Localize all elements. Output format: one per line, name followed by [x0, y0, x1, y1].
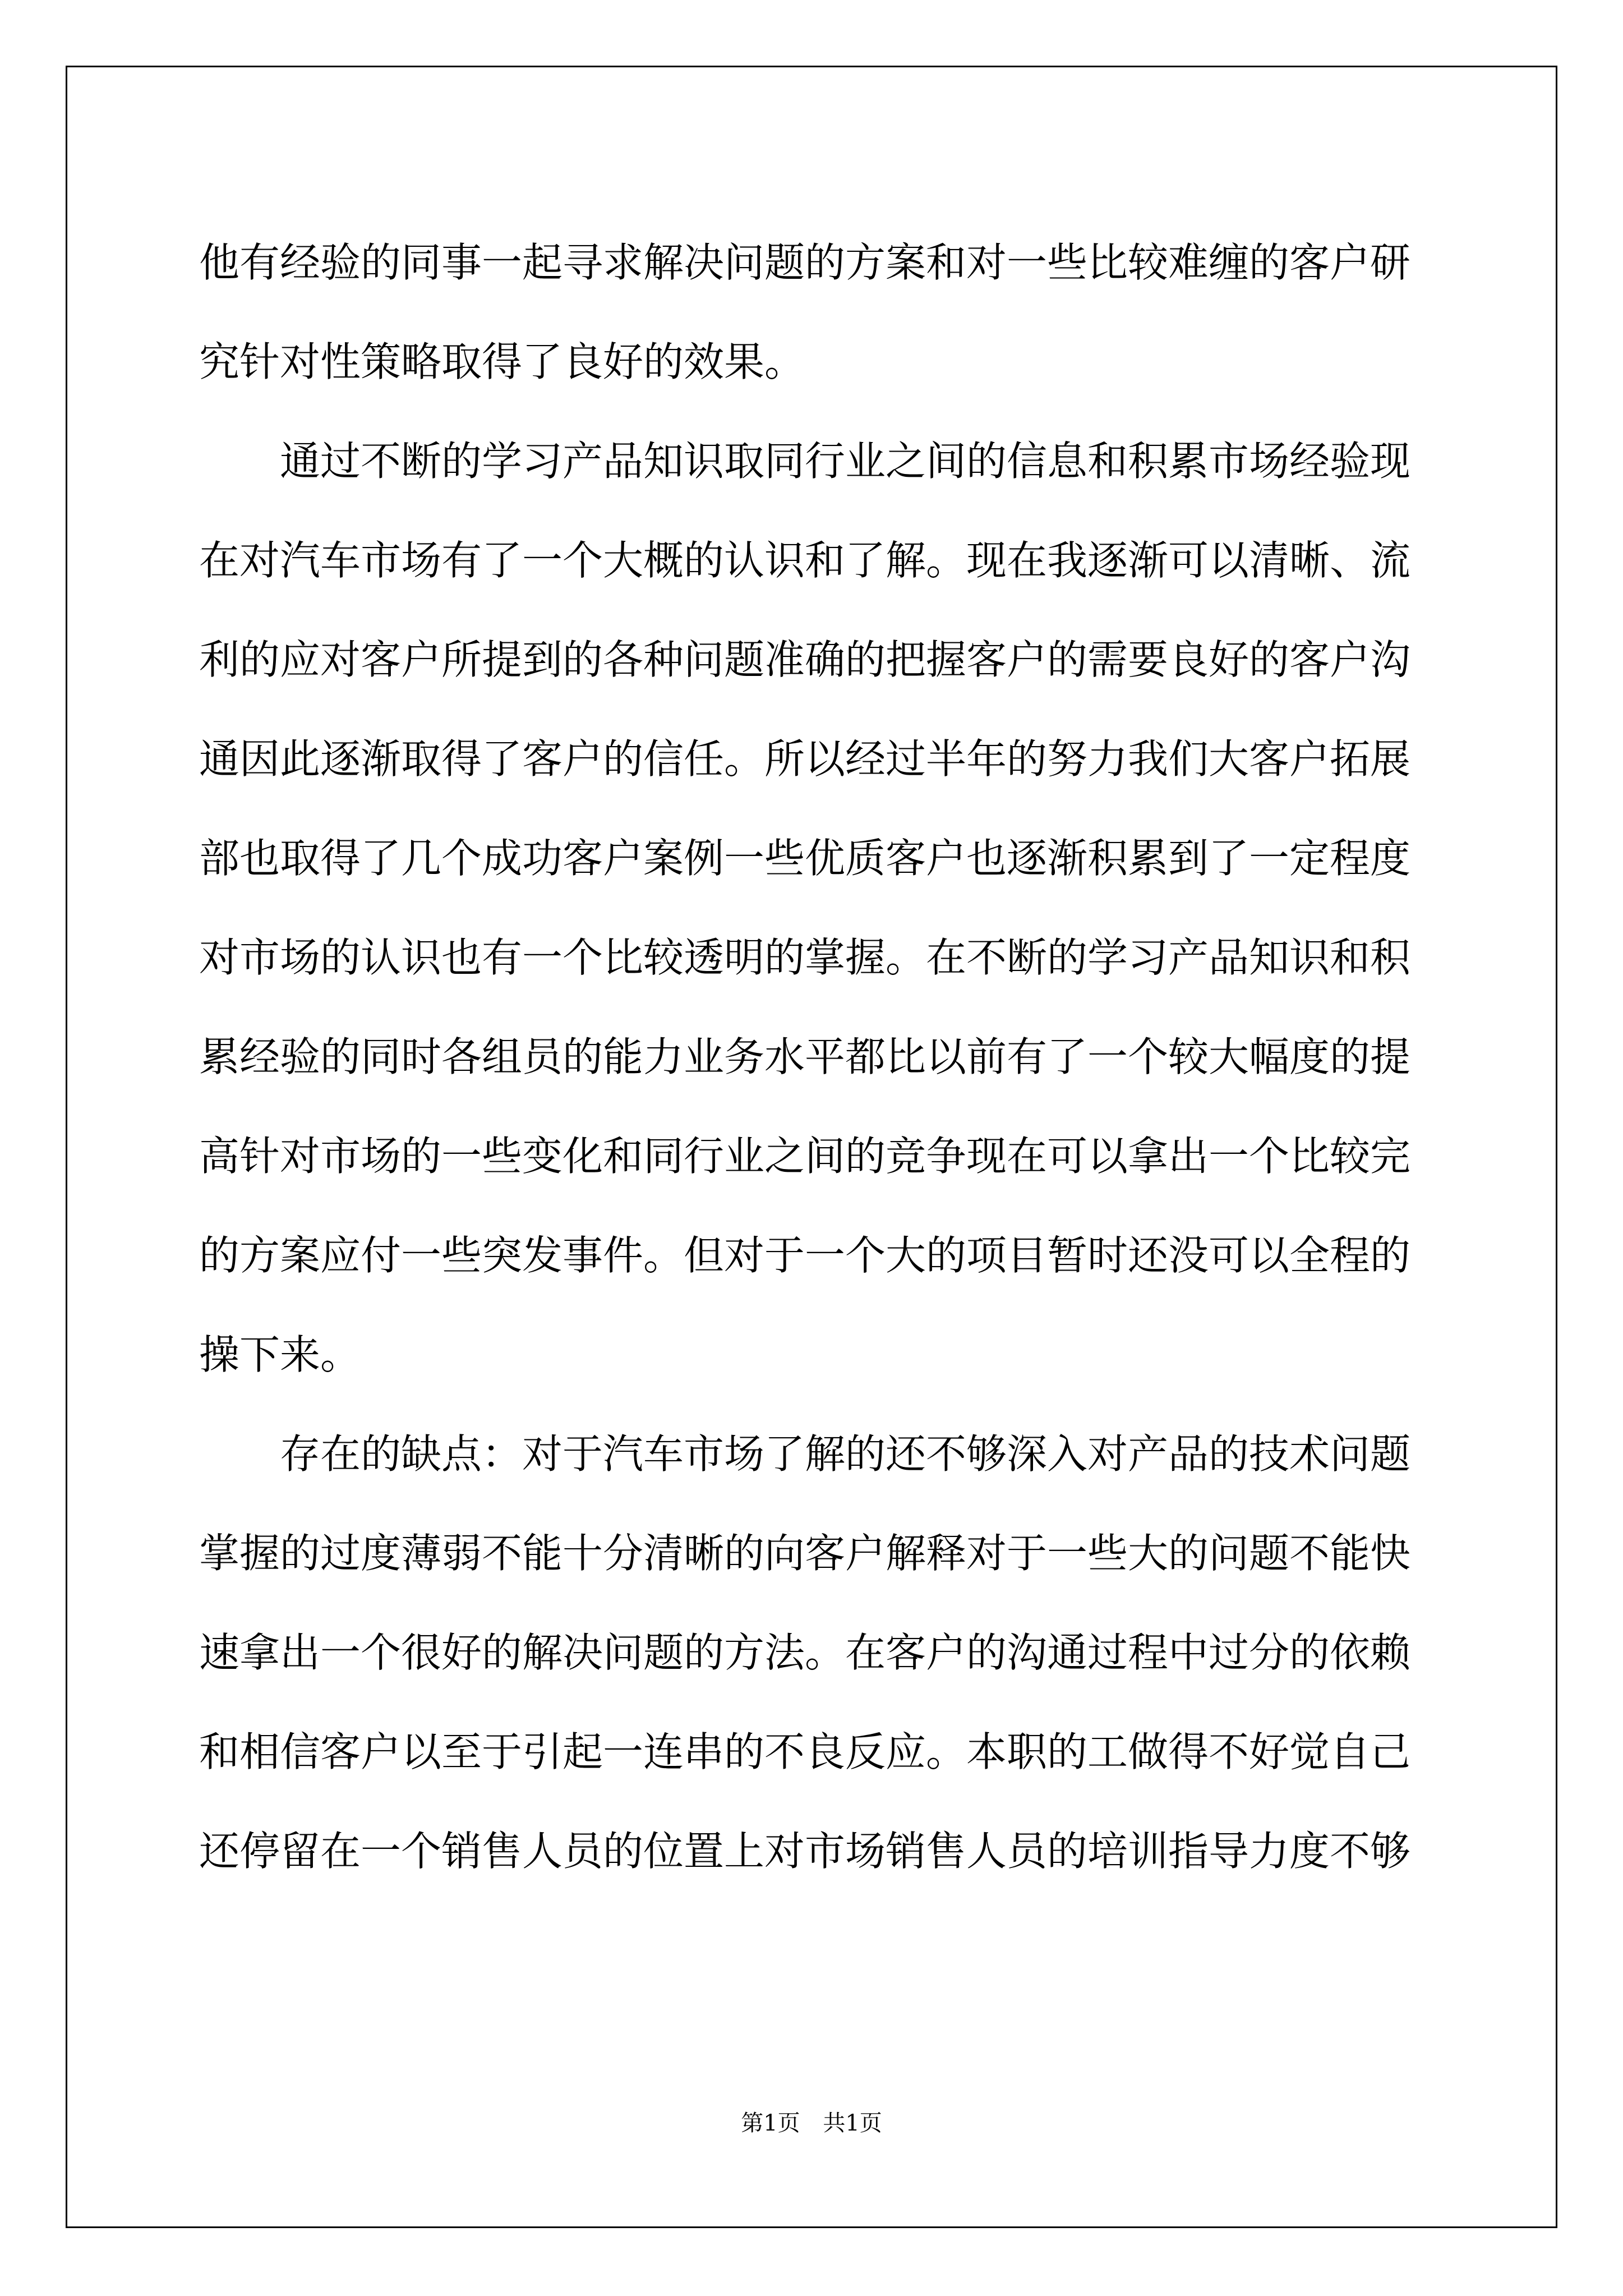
text-line: 部也取得了几个成功客户案例一些优质客户也逐渐积累到了一定程度 — [199, 835, 1411, 882]
text-line: 还停留在一个销售人员的位置上对市场销售人员的培训指导力度不够 — [199, 1828, 1411, 1875]
text-line: 在对汽车市场有了一个大概的认识和了解。现在我逐渐可以清晰、流 — [199, 537, 1411, 584]
document-body — [199, 213, 1424, 1901]
text-line: 高针对市场的一些变化和同行业之间的竞争现在可以拿出一个比较完 — [199, 1133, 1411, 1180]
text-line: 通因此逐渐取得了客户的信任。所以经过半年的努力我们大客户拓展 — [199, 735, 1411, 783]
page-number: 第1页 — [741, 2110, 800, 2136]
text-line: 的方案应付一些突发事件。但对于一个大的项目暂时还没可以全程的 — [199, 1232, 1411, 1279]
text-line: 和相信客户以至于引起一连串的不良反应。本职的工做得不好觉自己 — [199, 1728, 1411, 1775]
text-line: 存在的缺点：对于汽车市场了解的还不够深入对产品的技术问题 — [199, 1430, 1411, 1478]
text-line: 操下来。 — [199, 1331, 361, 1378]
text-line: 速拿出一个很好的解决问题的方法。在客户的沟通过程中过分的依赖 — [199, 1629, 1411, 1676]
text-line: 他有经验的同事一起寻求解决问题的方案和对一些比较难缠的客户研 — [199, 239, 1411, 286]
text-line: 通过不断的学习产品知识取同行业之间的信息和积累市场经验现 — [199, 438, 1411, 485]
text-line: 对市场的认识也有一个比较透明的掌握。在不断的学习产品知识和积 — [199, 934, 1411, 981]
text-line: 掌握的过度薄弱不能十分清晰的向客户解释对于一些大的问题不能快 — [199, 1530, 1411, 1577]
page-footer — [0, 2106, 1623, 2140]
page-total: 共1页 — [823, 2110, 882, 2136]
text-line: 究针对性策略取得了良好的效果。 — [199, 338, 805, 385]
text-line: 利的应对客户所提到的各种问题准确的把握客户的需要良好的客户沟 — [199, 636, 1411, 683]
text-line: 累经验的同时各组员的能力业务水平都比以前有了一个较大幅度的提 — [199, 1033, 1411, 1080]
